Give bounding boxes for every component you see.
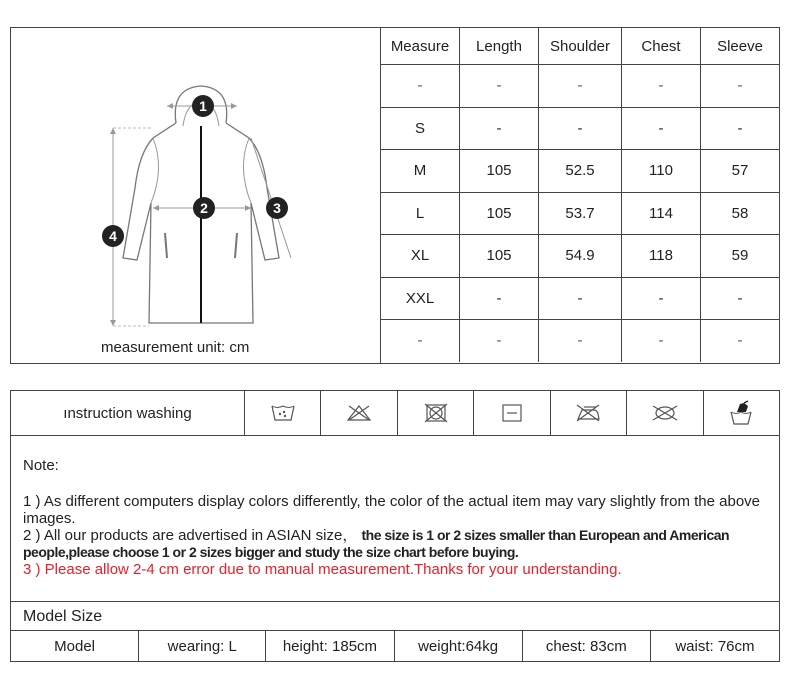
table-cell: - xyxy=(622,65,701,108)
column-header: Chest xyxy=(622,28,701,65)
table-row xyxy=(381,320,779,362)
table-cell: - xyxy=(539,320,622,362)
model-chest: chest: 83cm xyxy=(523,631,651,661)
size-chart xyxy=(10,27,780,364)
table-cell: 54.9 xyxy=(539,235,622,278)
table-cell: 110 xyxy=(622,150,701,193)
table-cell: - xyxy=(539,65,622,108)
table-cell: 58 xyxy=(701,192,780,235)
table-cell: 118 xyxy=(622,235,701,278)
column-header: Length xyxy=(460,28,539,65)
table-cell: - xyxy=(622,320,701,362)
model-wearing: wearing: L xyxy=(139,631,266,661)
model-weight: weight:64kg xyxy=(395,631,523,661)
column-header: Sleeve xyxy=(701,28,780,65)
marker-4-label: 4 xyxy=(109,228,117,244)
table-cell: 105 xyxy=(460,192,539,235)
model-size-row xyxy=(11,631,779,661)
model-cell: Model xyxy=(11,631,139,661)
model-size-title: Model Size xyxy=(11,601,779,631)
table-cell: - xyxy=(701,107,780,150)
measurement-unit: measurement unit: cm xyxy=(101,339,250,356)
note-2-part-b: the size is 1 or 2 sizes smaller than European and American people,please choose 1 or 2 sizes bigger and study the size chart before buying. xyxy=(23,527,730,560)
no-dry-clean-icon xyxy=(627,391,703,435)
table-cell: 105 xyxy=(460,150,539,193)
table-cell: 105 xyxy=(460,235,539,278)
model-waist: waist: 76cm xyxy=(675,637,755,655)
hand-wash-30-icon xyxy=(245,391,321,435)
model-height: height: 185cm xyxy=(266,631,394,661)
size-table xyxy=(381,28,779,362)
table-cell: - xyxy=(701,65,780,108)
marker-1-label: 1 xyxy=(199,98,207,114)
table-cell: S xyxy=(381,107,460,150)
column-header: Shoulder xyxy=(539,28,622,65)
notes-section xyxy=(23,457,773,578)
marker-2-label: 2 xyxy=(200,200,208,216)
table-cell: - xyxy=(701,277,780,320)
garment-illustration xyxy=(11,28,381,363)
hand-wash-icon xyxy=(704,391,779,435)
table-cell: 52.5 xyxy=(539,150,622,193)
table-cell: 57 xyxy=(701,150,780,193)
table-cell: M xyxy=(381,150,460,193)
table-header-row xyxy=(381,28,779,65)
table-cell: 59 xyxy=(701,235,780,278)
coat-diagram xyxy=(91,68,311,338)
table-cell: L xyxy=(381,192,460,235)
table-cell: - xyxy=(381,320,460,362)
note-1: 1 ) As different computers display colors differently, the color of the actual item may vary slightly from the above images. xyxy=(23,493,761,527)
table-cell: - xyxy=(460,107,539,150)
notes-title: Note: xyxy=(23,457,59,474)
note-3: 3 ) Please allow 2-4 cm error due to manual measurement.Thanks for your understanding. xyxy=(23,561,622,578)
note-2-part-a: 2 ) All our products are advertised in ASIAN size， xyxy=(23,527,358,544)
table-row xyxy=(381,277,779,320)
no-bleach-icon xyxy=(321,391,397,435)
table-cell: - xyxy=(701,320,780,362)
table-cell: 53.7 xyxy=(539,192,622,235)
table-row xyxy=(381,235,779,278)
table-cell: 114 xyxy=(622,192,701,235)
table-cell: - xyxy=(381,65,460,108)
table-cell: - xyxy=(539,107,622,150)
note-2 xyxy=(23,527,773,561)
table-cell: - xyxy=(460,65,539,108)
table-cell: - xyxy=(622,277,701,320)
no-iron-icon xyxy=(551,391,627,435)
table-cell: - xyxy=(539,277,622,320)
table-cell: - xyxy=(460,277,539,320)
dry-flat-icon xyxy=(474,391,550,435)
table-cell: XL xyxy=(381,235,460,278)
column-header: Measure xyxy=(381,28,460,65)
no-tumble-dry-icon xyxy=(398,391,474,435)
marker-3-label: 3 xyxy=(273,200,281,216)
table-cell: - xyxy=(622,107,701,150)
washing-instructions xyxy=(11,391,779,436)
table-row xyxy=(381,192,779,235)
table-cell: XXL xyxy=(381,277,460,320)
table-row xyxy=(381,150,779,193)
washing-label: ınstruction washing xyxy=(11,391,245,435)
table-row xyxy=(381,107,779,150)
table-row xyxy=(381,65,779,108)
care-and-notes xyxy=(10,390,780,662)
table-cell: - xyxy=(460,320,539,362)
